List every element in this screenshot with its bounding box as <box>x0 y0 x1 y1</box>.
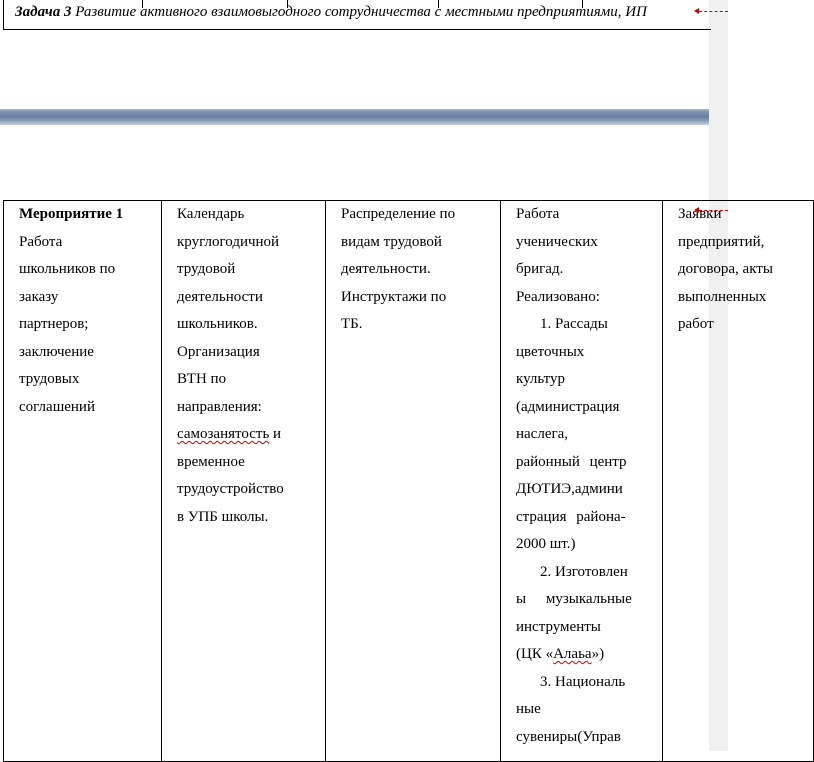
task-label: Задача 3 <box>15 4 72 20</box>
text-line: бригад. <box>516 261 564 277</box>
list-item: 3. Националь <box>540 673 626 690</box>
event-cell <box>4 201 162 762</box>
text-line: ДЮТИЭ,админи <box>516 481 623 497</box>
text-line: Организация <box>177 343 260 360</box>
text-line: Заявки <box>678 206 722 222</box>
text-line: деятельности <box>177 288 263 305</box>
comment-connector[interactable] <box>699 210 728 212</box>
text-line: трудоустройство <box>177 481 284 497</box>
text-fragment: и <box>269 426 282 442</box>
text-line: 2000 шт.) <box>516 536 576 552</box>
text-line: видам трудовой <box>341 233 442 250</box>
calendar-cell <box>162 201 326 762</box>
text-line: ученических <box>516 233 598 250</box>
text-line: партнеров; <box>19 316 89 332</box>
text-line: цветочных <box>516 343 585 360</box>
text-line: в УПБ школы. <box>177 508 269 525</box>
text-fragment: ») <box>591 646 605 662</box>
text-line: ВТН по <box>177 371 227 387</box>
text-line: школьников. <box>177 316 258 332</box>
text-line: временное <box>177 453 245 470</box>
page-break-separator <box>0 109 709 125</box>
text-line <box>516 641 658 669</box>
text-line: ы музыкальные <box>516 591 632 607</box>
event-title: Мероприятие 1 <box>19 206 124 222</box>
text-line: деятельности. <box>341 261 431 277</box>
text-line: Работа <box>516 206 560 222</box>
table-row <box>4 201 814 762</box>
text-line <box>177 421 320 449</box>
text-line: районный центр <box>516 453 627 470</box>
text-line: соглашений <box>19 398 95 415</box>
task-heading <box>15 3 647 21</box>
text-line: инструменты <box>516 618 601 635</box>
text-line: направления: <box>177 398 262 415</box>
text-line: наслега, <box>516 426 569 442</box>
list-item: 2. Изготовлен <box>540 563 628 580</box>
spellcheck-word[interactable]: Алаьа <box>553 646 592 662</box>
text-line: школьников по <box>19 261 116 277</box>
text-line: трудовой <box>177 261 236 277</box>
text-fragment: (ЦК « <box>516 646 554 662</box>
text-line: договора, акты <box>678 261 773 277</box>
distribution-cell <box>326 201 501 762</box>
spellcheck-word[interactable]: самозанятость <box>177 426 270 442</box>
results-cell <box>501 201 663 762</box>
text-line: сувениры(Управ <box>516 728 621 745</box>
text-line: Работа <box>19 233 63 250</box>
text-line: предприятий, <box>678 233 765 250</box>
list-item: 1. Рассады <box>540 316 608 332</box>
comment-arrow-icon <box>694 207 699 213</box>
activities-table <box>3 200 814 762</box>
text-line: трудовых <box>19 371 80 387</box>
text-line: круглогодичной <box>177 233 280 250</box>
text-line: ные <box>516 701 541 717</box>
comment-arrow-icon <box>694 8 699 14</box>
text-line: выполненных <box>678 288 767 305</box>
text-line: Инструктажи по <box>341 288 447 305</box>
comment-connector[interactable] <box>699 11 728 13</box>
text-line: работ <box>678 316 714 332</box>
text-line: заключение <box>19 343 94 360</box>
text-line: Календарь <box>177 206 245 222</box>
text-line: (администрация <box>516 398 620 415</box>
text-line: культур <box>516 371 566 387</box>
text-line: заказу <box>19 288 59 305</box>
text-line: Распределение по <box>341 206 456 222</box>
text-line: ТБ. <box>341 316 363 332</box>
documents-cell <box>663 201 814 762</box>
text-line: Реализовано: <box>516 288 600 305</box>
task-text: Развитие активного взаимовыгодного сотрудничества с местными предприятиями, ИП <box>71 4 647 20</box>
text-line: страция района- <box>516 508 626 525</box>
